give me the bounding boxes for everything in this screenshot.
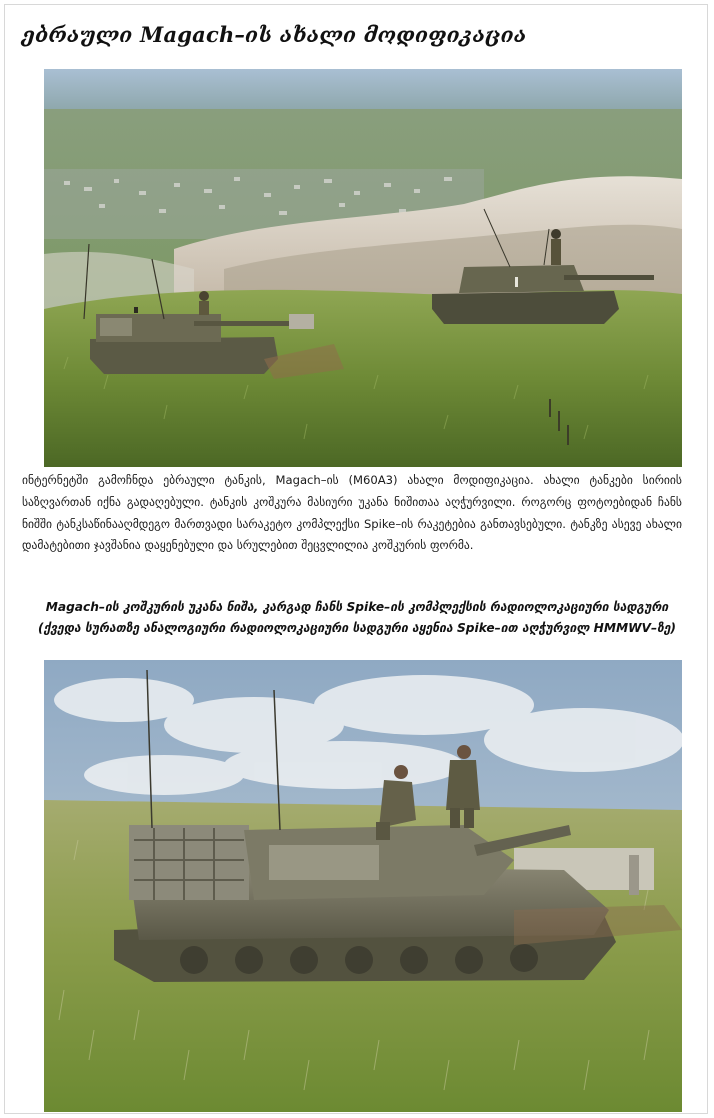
photo-caption: Magach–ის კოშკურის უკანა ნიშა, კარგად ჩანს Spike–ის კომპლექსის რადიოლოკაციური სადგური (ქვედა სურათზე ანალოგიური რადიოლოკაციური სადგური აყენია Spike–ით აღჭურვილ HMMWV–ზე) bbox=[38, 600, 676, 635]
article-title: ებრაული Magach–ის ახალი მოდიფიკაცია bbox=[22, 22, 527, 47]
article-body: ინტერნეტში გამოჩნდა ებრაული ტანკის, Magach–ის (M60A3) ახალი მოდიფიკაცია. ახალი ტანკები სირიის საზღვართან იქნა გადაღებული. ტანკის კოშკურა მასიური უკანა ნიშითაა აღჭურვილი. როგორც ფოტოებიდან ჩანს ნიშში ტანკსაწინააღმდეგო მართვადი სარაკეტო კომპლექსი Spike–ის რაკეტებია განთავსებული. ტანკზე ასევე ახალი დამატებითი ჯავშანია დაყენებული და სრულებით შეცვლილია კოშკურის ფორმა. bbox=[22, 473, 682, 553]
tank-with-crew-closeup-photo bbox=[44, 660, 682, 1112]
two-tanks-on-hillside-photo bbox=[44, 69, 682, 467]
